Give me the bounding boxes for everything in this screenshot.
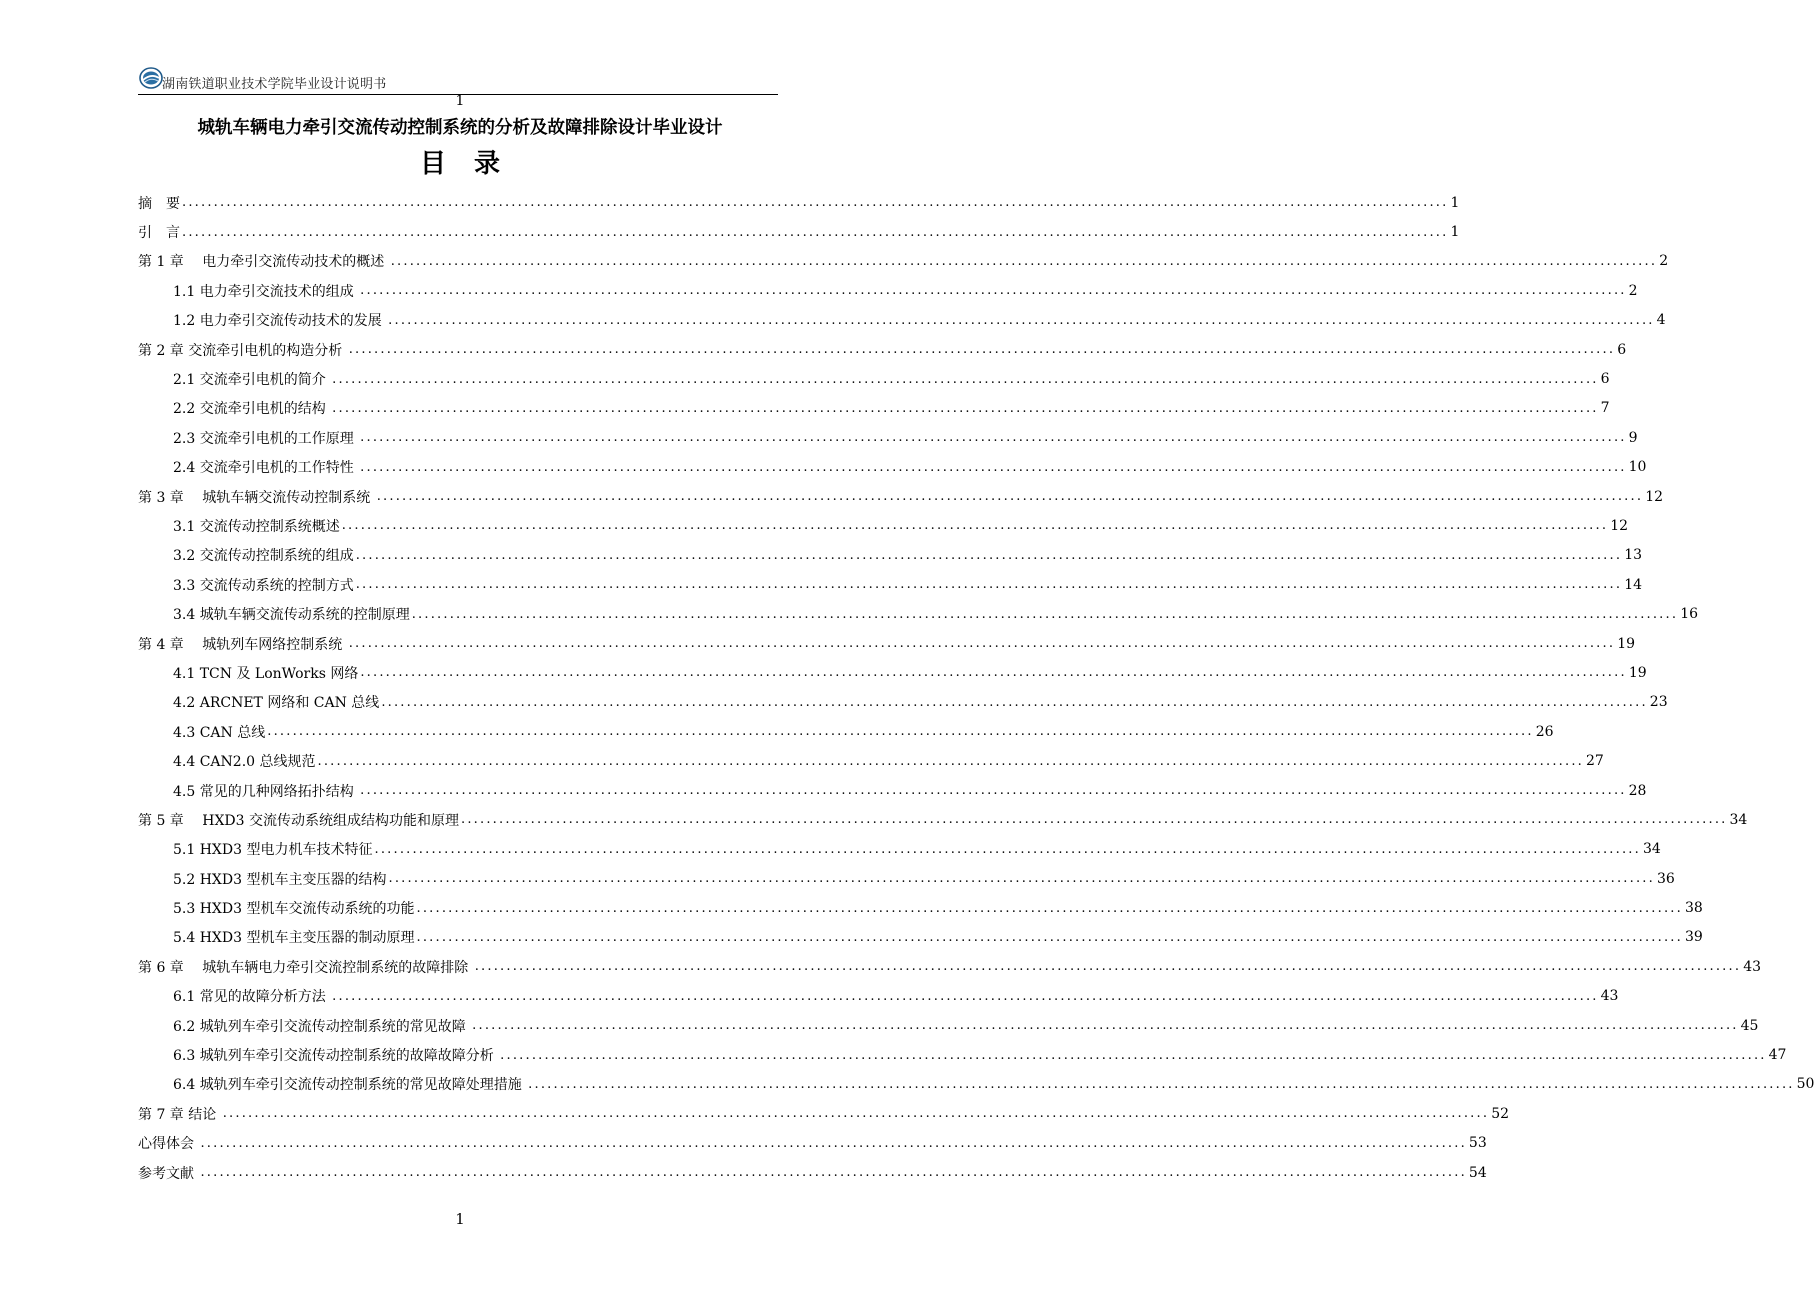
toc-entry-label: 心得体会 bbox=[138, 1136, 199, 1153]
document-title: 城轨车辆电力牵引交流传动控制系统的分析及故障排除设计毕业设计 bbox=[197, 118, 723, 138]
toc-leader-dots: ........................................................................................................................................................................................................ bbox=[332, 988, 1599, 1004]
toc-entry-label: 1.2 电力牵引交流传动技术的发展 bbox=[173, 313, 387, 330]
toc-leader-dots: ........................................................................................................................................................................................................ bbox=[416, 900, 1683, 916]
toc-entry-page: 43 bbox=[1600, 988, 1619, 1005]
toc-entry-label: 4.2 ARCNET 网络和 CAN 总线 bbox=[173, 695, 380, 712]
toc-leader-dots: ........................................................................................................................................................................................................ bbox=[200, 1165, 1467, 1181]
toc-entry-page: 28 bbox=[1628, 782, 1647, 799]
toc-entry-label: 4.4 CAN2.0 总线规范 bbox=[173, 754, 316, 771]
toc-leader-dots: ........................................................................................................................................................................................................ bbox=[416, 929, 1683, 945]
toc-entry-label: 6.1 常见的故障分析方法 bbox=[173, 989, 331, 1006]
school-emblem-icon bbox=[139, 67, 163, 89]
toc-entry[interactable] bbox=[138, 364, 1610, 393]
toc-entry-label: 3.2 交流传动控制系统的组成 bbox=[173, 548, 354, 565]
table-of-contents bbox=[138, 188, 1814, 1187]
toc-leader-dots: ........................................................................................................................................................................................................ bbox=[388, 871, 1655, 887]
toc-entry[interactable] bbox=[138, 247, 1669, 276]
toc-entry-label: 2.1 交流牵引电机的简介 bbox=[173, 372, 331, 389]
toc-entry[interactable] bbox=[138, 688, 1668, 717]
toc-entry-label: 参考文献 bbox=[138, 1165, 199, 1182]
toc-leader-dots: ........................................................................................................................................................................................................ bbox=[348, 342, 1616, 358]
toc-entry-page: 6 bbox=[1600, 371, 1610, 388]
toc-leader-dots: ........................................................................................................................................................................................................ bbox=[461, 812, 1728, 828]
toc-leader-dots: ........................................................................................................................................................................................................ bbox=[360, 283, 1627, 299]
toc-entry-label: 2.3 交流牵引电机的工作原理 bbox=[173, 430, 359, 447]
toc-leader-dots: ........................................................................................................................................................................................................ bbox=[376, 489, 1644, 505]
toc-entry-label: 2.4 交流牵引电机的工作特性 bbox=[173, 460, 359, 477]
toc-entry-page: 23 bbox=[1649, 694, 1668, 711]
toc-entry-page: 1 bbox=[1450, 194, 1460, 211]
toc-entry[interactable] bbox=[138, 923, 1703, 952]
toc-leader-dots: ........................................................................................................................................................................................................ bbox=[500, 1047, 1767, 1063]
toc-entry[interactable] bbox=[138, 629, 1636, 658]
toc-entry[interactable] bbox=[138, 1040, 1787, 1069]
toc-entry-label: 第 2 章 交流牵引电机的构造分析 bbox=[138, 342, 347, 359]
toc-entry-page: 12 bbox=[1645, 488, 1664, 505]
toc-entry[interactable] bbox=[138, 453, 1647, 482]
toc-entry[interactable] bbox=[138, 1158, 1487, 1187]
toc-entry-label: 6.3 城轨列车牵引交流传动控制系统的故障故障分析 bbox=[173, 1048, 499, 1065]
toc-entry-label: 引 言 bbox=[138, 225, 180, 242]
toc-entry-page: 39 bbox=[1684, 929, 1703, 946]
toc-entry[interactable] bbox=[138, 835, 1661, 864]
toc-entry-page: 27 bbox=[1585, 753, 1604, 770]
toc-entry-label: 4.1 TCN 及 LonWorks 网络 bbox=[173, 665, 359, 682]
toc-entry[interactable] bbox=[138, 394, 1610, 423]
toc-leader-dots: ........................................................................................................................................................................................................ bbox=[360, 783, 1627, 798]
toc-leader-dots: ........................................................................................................................................................................................................ bbox=[182, 195, 1449, 211]
toc-entry[interactable] bbox=[138, 276, 1638, 305]
toc-entry-label: 6.4 城轨列车牵引交流传动控制系统的常见故障处理措施 bbox=[173, 1077, 527, 1094]
header-school-name: 湖南铁道职业技术学院毕业设计说明书 bbox=[162, 77, 387, 92]
toc-leader-dots: ........................................................................................................................................................................................................ bbox=[528, 1076, 1795, 1092]
toc-entry-label: 第 3 章 城轨车辆交流传动控制系统 bbox=[138, 489, 375, 506]
toc-title: 目录 bbox=[419, 149, 528, 179]
toc-entry[interactable] bbox=[138, 217, 1460, 246]
toc-entry[interactable] bbox=[138, 1099, 1510, 1128]
toc-entry-page: 6 bbox=[1617, 341, 1627, 358]
toc-leader-dots: ........................................................................................................................................................................................................ bbox=[360, 459, 1627, 475]
toc-leader-dots: ........................................................................................................................................................................................................ bbox=[267, 724, 1534, 740]
toc-entry-page: 47 bbox=[1768, 1047, 1787, 1064]
toc-leader-dots: ........................................................................................................................................................................................................ bbox=[355, 577, 1623, 593]
toc-leader-dots: ........................................................................................................................................................................................................ bbox=[472, 1018, 1739, 1034]
toc-leader-dots: ........................................................................................................................................................................................................ bbox=[360, 430, 1627, 446]
toc-entry[interactable] bbox=[138, 658, 1647, 687]
toc-entry-label: 2.2 交流牵引电机的结构 bbox=[173, 401, 331, 418]
toc-leader-dots: ........................................................................................................................................................................................................ bbox=[374, 841, 1641, 857]
toc-entry-label: 4.5 常见的几种网络拓扑结构 bbox=[173, 783, 359, 800]
toc-entry-label: 3.3 交流传动系统的控制方式 bbox=[173, 577, 354, 594]
toc-entry[interactable] bbox=[138, 746, 1604, 775]
toc-entry-page: 34 bbox=[1642, 841, 1661, 858]
toc-entry-page: 2 bbox=[1659, 253, 1669, 270]
toc-entry-page: 19 bbox=[1628, 664, 1647, 681]
toc-entry-page: 13 bbox=[1624, 547, 1643, 564]
toc-entry[interactable] bbox=[138, 570, 1643, 599]
toc-entry-page: 1 bbox=[1450, 224, 1460, 241]
toc-entry-label: 第 7 章 结论 bbox=[138, 1106, 221, 1123]
toc-entry[interactable] bbox=[138, 982, 1619, 1011]
toc-entry[interactable] bbox=[138, 511, 1629, 540]
page-header bbox=[138, 66, 778, 95]
toc-leader-dots: ........................................................................................................................................................................................................ bbox=[360, 665, 1627, 681]
toc-entry[interactable] bbox=[138, 805, 1748, 834]
toc-entry-page: 2 bbox=[1628, 282, 1638, 299]
toc-entry-page: 34 bbox=[1729, 811, 1748, 828]
toc-entry-page: 12 bbox=[1610, 517, 1629, 534]
toc-leader-dots: ........................................................................................................................................................................................................ bbox=[355, 547, 1623, 563]
toc-entry-label: 5.1 HXD3 型电力机车技术特征 bbox=[173, 842, 373, 859]
toc-leader-dots: ........................................................................................................................................................................................................ bbox=[222, 1106, 1490, 1122]
toc-entry-page: 45 bbox=[1740, 1017, 1759, 1034]
toc-entry-label: 3.4 城轨车辆交流传动系统的控制原理 bbox=[173, 607, 410, 624]
toc-entry-label: 1.1 电力牵引交流技术的组成 bbox=[173, 283, 359, 300]
toc-entry-page: 14 bbox=[1624, 576, 1643, 593]
toc-entry-page: 16 bbox=[1680, 606, 1699, 623]
toc-entry-label: 第 4 章 城轨列车网络控制系统 bbox=[138, 636, 347, 653]
toc-entry[interactable] bbox=[138, 1011, 1759, 1040]
toc-entry-page: 43 bbox=[1743, 958, 1762, 975]
toc-entry-label: 4.3 CAN 总线 bbox=[173, 724, 266, 741]
toc-entry-page: 26 bbox=[1535, 723, 1554, 740]
toc-entry-page: 36 bbox=[1656, 870, 1675, 887]
toc-leader-dots: ........................................................................................................................................................................................................ bbox=[332, 400, 1599, 416]
toc-leader-dots: ........................................................................................................................................................................................................ bbox=[200, 1135, 1467, 1151]
toc-entry-label: 第 1 章 电力牵引交流传动技术的概述 bbox=[138, 254, 389, 271]
toc-leader-dots: ........................................................................................................................................................................................................ bbox=[411, 606, 1679, 622]
toc-entry-label: 5.4 HXD3 型机车主变压器的制动原理 bbox=[173, 930, 415, 947]
toc-leader-dots: ........................................................................................................................................................................................................ bbox=[348, 636, 1616, 652]
toc-entry[interactable] bbox=[138, 599, 1699, 628]
toc-entry[interactable] bbox=[138, 776, 1647, 805]
toc-entry-page: 10 bbox=[1628, 459, 1647, 476]
toc-entry-page: 50 bbox=[1796, 1076, 1814, 1093]
toc-entry-label: 5.2 HXD3 型机车主变压器的结构 bbox=[173, 871, 387, 888]
toc-entry-page: 53 bbox=[1468, 1135, 1487, 1152]
toc-entry-page: 54 bbox=[1468, 1164, 1487, 1181]
toc-entry-label: 6.2 城轨列车牵引交流传动控制系统的常见故障 bbox=[173, 1018, 471, 1035]
toc-entry-label: 摘 要 bbox=[138, 195, 180, 212]
toc-entry-label: 3.1 交流传动控制系统概述 bbox=[173, 518, 340, 535]
toc-leader-dots: ........................................................................................................................................................................................................ bbox=[332, 371, 1599, 387]
toc-entry[interactable] bbox=[138, 1070, 1814, 1099]
toc-entry-page: 52 bbox=[1491, 1105, 1510, 1122]
toc-entry-page: 4 bbox=[1656, 312, 1666, 329]
toc-entry[interactable] bbox=[138, 188, 1460, 217]
toc-entry[interactable] bbox=[138, 335, 1627, 364]
toc-entry-page: 38 bbox=[1684, 900, 1703, 917]
toc-entry[interactable] bbox=[138, 1129, 1487, 1158]
toc-entry[interactable] bbox=[138, 306, 1666, 335]
bottom-page-number: 1 bbox=[455, 1210, 465, 1228]
toc-entry-label: 第 6 章 城轨车辆电力牵引交流控制系统的故障排除 bbox=[138, 959, 473, 976]
top-page-number: 1 bbox=[455, 93, 465, 109]
toc-leader-dots: ........................................................................................................................................................................................................ bbox=[341, 518, 1609, 534]
toc-entry-page: 9 bbox=[1628, 429, 1638, 446]
toc-leader-dots: ........................................................................................................................................................................................................ bbox=[381, 694, 1648, 710]
toc-entry-page: 19 bbox=[1617, 635, 1636, 652]
toc-leader-dots: ........................................................................................................................................................................................................ bbox=[182, 224, 1449, 240]
toc-entry[interactable] bbox=[138, 541, 1643, 570]
toc-entry[interactable] bbox=[138, 423, 1638, 452]
toc-entry[interactable] bbox=[138, 717, 1554, 746]
toc-entry[interactable] bbox=[138, 864, 1675, 893]
toc-entry[interactable] bbox=[138, 482, 1664, 511]
toc-leader-dots: ........................................................................................................................................................................................................ bbox=[390, 253, 1658, 269]
toc-leader-dots: ........................................................................................................................................................................................................ bbox=[388, 312, 1655, 328]
toc-leader-dots: ........................................................................................................................................................................................................ bbox=[317, 753, 1584, 769]
toc-entry-page: 7 bbox=[1600, 400, 1610, 417]
toc-entry-label: 5.3 HXD3 型机车交流传动系统的功能 bbox=[173, 901, 415, 918]
toc-entry[interactable] bbox=[138, 893, 1703, 922]
toc-entry[interactable] bbox=[138, 952, 1762, 981]
toc-leader-dots: ........................................................................................................................................................................................................ bbox=[474, 959, 1742, 975]
toc-entry-label: 第 5 章 HXD3 交流传动系统组成结构功能和原理 bbox=[138, 812, 460, 829]
